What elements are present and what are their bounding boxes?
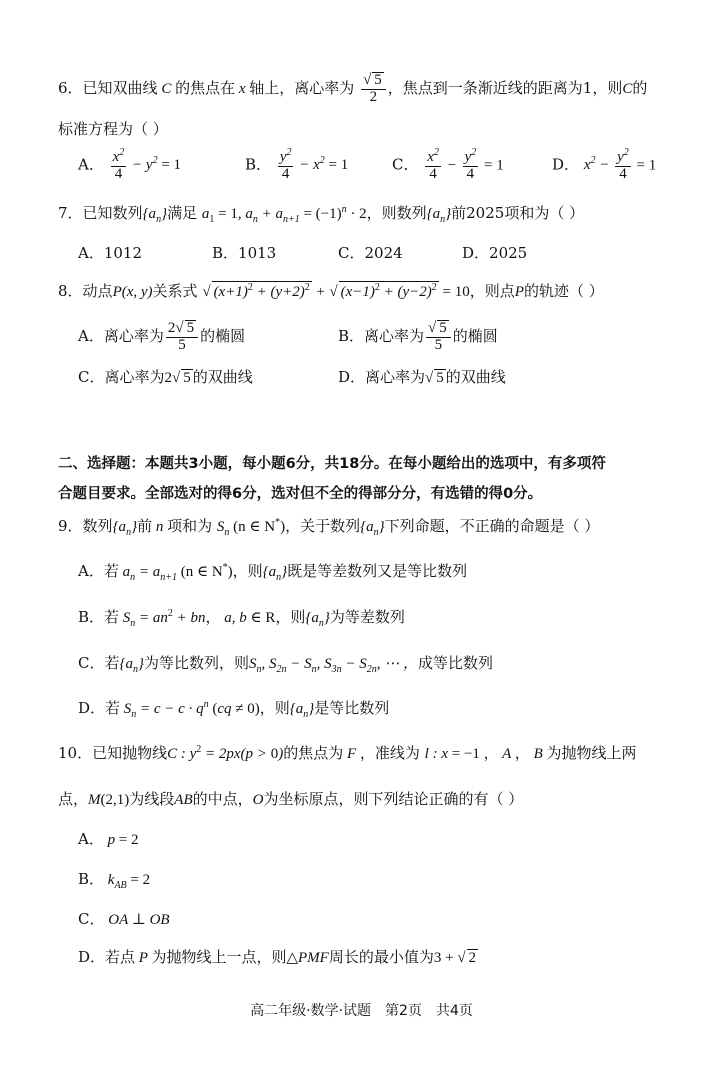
q10-option-d[interactable]: D．若点 P 为抛物线上一点，则△PMF周长的最小值为3 + √ 2 [78, 946, 478, 967]
q10-option-b[interactable]: B． $k_{AB} = 2$ [78, 870, 151, 891]
q6-option-a[interactable]: A． $\frac{x^2}{4}$ − $y^2 = 1$ [78, 147, 182, 182]
q9-option-d[interactable]: D．若 $S_n = c - c \cdot q^n$ (cq ≠ 0)，则$\{a_n\}$是等比数列 [78, 699, 390, 720]
question-6-stem: 6．已知双曲线 C 的焦点在 x 轴上，离心率为 √ $\frac{5}{2}$ ，焦点到一条渐近线的距离为1，则C的 [58, 72, 647, 106]
q6-option-d[interactable]: D． $x^2$ − $\frac{y^2}{4}$ = 1 [552, 147, 657, 182]
q7-option-d[interactable]: D．2025 [462, 244, 528, 262]
q9-option-c[interactable]: C．若$\{a_n\}$为等比数列，则$S_n$, $S_{2n} - S_n$, $S_{3n} - S_{2n}$, ⋯ ，成等比数列 [78, 654, 494, 675]
q8-option-d[interactable]: D．离心率为√ 5 的双曲线 [338, 366, 506, 387]
q6-option-c[interactable]: C． $\frac{x^2}{4}$ − $\frac{y^2}{4}$ = 1 [392, 147, 504, 182]
q10-option-a[interactable]: A． p = 2 [78, 830, 139, 848]
question-10-stem: 10．已知抛物线C : $y^2 = 2px(p > 0)$的焦点为 F ，准线为 l : x = −1 ， A ， B 为抛物线上两 [58, 744, 637, 762]
question-8-stem: 8．动点P(x, y)关系式 √ $(x+1)^2 + (y+2)^2$ + √ $(x-1)^2 + (y-2)^2 = 10$，则点P的轨迹（ ） [58, 280, 604, 301]
question-10-stem-line2: 点，M(2,1)为线段AB的中点，O为坐标原点，则下列结论正确的有（ ） [58, 790, 524, 808]
q7-option-b[interactable]: B．1013 [212, 244, 277, 262]
q7-option-c[interactable]: C．2024 [338, 244, 403, 262]
question-6-stem-line2: 标准方程为（ ） [58, 120, 168, 138]
section-2-heading: 二、选择题：本题共3小题，每小题6分，共18分。在每小题给出的选项中，有多项符 [58, 456, 606, 472]
q10-option-c[interactable]: C． OA ⊥ OB [78, 910, 170, 928]
eccentricity-fraction: √ $\frac{5}{2}$ [361, 72, 386, 106]
section-2-heading-line2: 合题目要求。全部选对的得6分，选对但不全的得部分分，有选错的得0分。 [58, 486, 543, 502]
page-footer: 高二年级·数学·试题 第2页 共4页 [250, 1003, 473, 1019]
question-9-stem: 9．数列$\{a_n\}$前 n 项和为 $S_n$ (n ∈ N*)，关于数列$\{a_n\}$下列命题，不正确的命题是（ ） [58, 517, 600, 538]
q9-option-b[interactable]: B．若 $S_n = an^2$ + bn， a, b ∈ R，则$\{a_n\}$为等差数列 [78, 608, 405, 629]
question-7-stem: 7．已知数列$\{a_n\}$满足 $a_1 = 1$, $a_n + a_{n+1} = (-1)^n \cdot 2$，则数列$\{a_n\}$前2025项和为（ ） [58, 204, 585, 225]
q8-option-a[interactable]: A．离心率为 $\frac{2√ 5}{5}$ 的椭圆 [78, 320, 245, 354]
q9-option-a[interactable]: A．若 $a_n = a_{n+1}$ (n ∈ N*)，则$\{a_n\}$既是等差数列又是等比数列 [78, 562, 468, 583]
q8-option-c[interactable]: C．离心率为2√ 5 的双曲线 [78, 366, 253, 387]
q6-option-b[interactable]: B． $\frac{y^2}{4}$ − $x^2 = 1$ [245, 147, 349, 182]
q7-option-a[interactable]: A．1012 [78, 244, 143, 262]
q8-option-b[interactable]: B．离心率为 √ $\frac{5}{5}$ 的椭圆 [338, 320, 498, 354]
